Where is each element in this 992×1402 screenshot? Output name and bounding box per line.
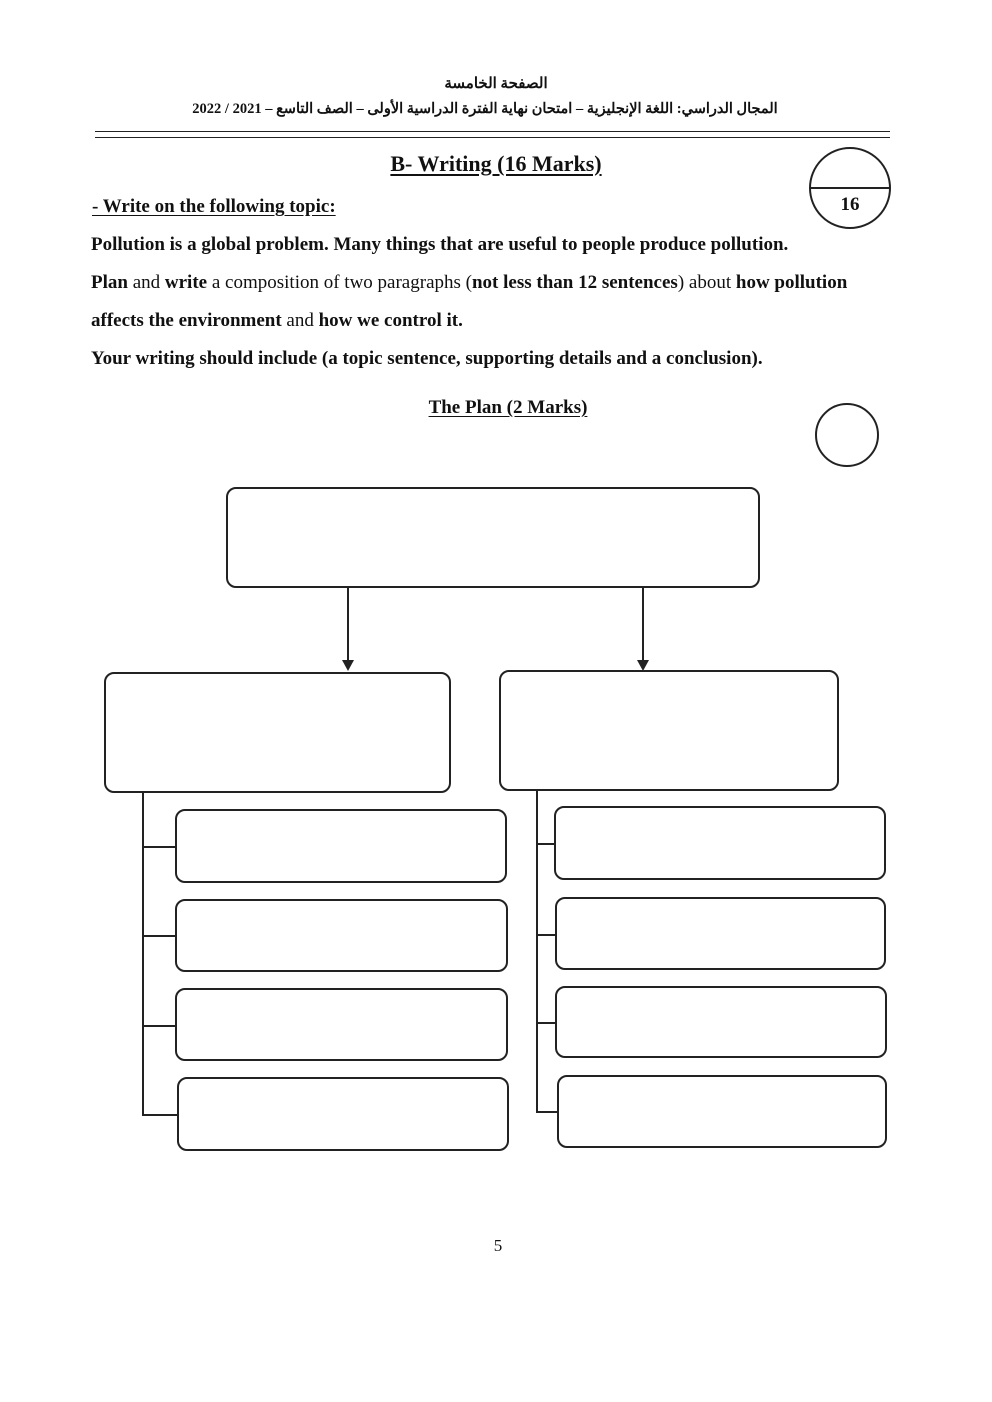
plan-paragraph-2-box[interactable] [499, 670, 839, 791]
right-tick [536, 843, 556, 845]
left-detail-box-1[interactable] [175, 809, 507, 883]
instruction: - Write on the following topic: [92, 196, 336, 217]
plan-paragraph-1-box[interactable] [104, 672, 451, 793]
right-detail-box-2[interactable] [555, 897, 886, 970]
prompt-paragraph-2: Plan and write a composition of two paragraphs (not less than 12 sentences) about how pollution affects the environment and how we control it. [91, 272, 848, 331]
left-branch-line [142, 793, 144, 1115]
prompt-paragraph-1: Pollution is a global problem. Many things that are useful to people produce pollution. [91, 234, 789, 255]
plan-title: The Plan (2 Marks) [428, 397, 588, 418]
left-detail-box-2[interactable] [175, 899, 508, 972]
section-title: B- Writing (16 Marks) [390, 151, 602, 176]
right-branch-line [536, 791, 538, 1112]
header-divider-top [95, 131, 890, 132]
plan-score-circle[interactable] [815, 403, 879, 467]
right-tick [536, 934, 556, 936]
right-tick [536, 1111, 558, 1113]
left-tick [142, 935, 176, 937]
left-tick [142, 846, 176, 848]
left-tick [142, 1114, 178, 1116]
score-circle-divider [811, 187, 889, 189]
score-circle[interactable] [809, 147, 891, 229]
plan-topic-box[interactable] [226, 487, 760, 588]
page-number: 5 [493, 1236, 503, 1255]
right-tick [536, 1022, 556, 1024]
left-detail-box-4[interactable] [177, 1077, 509, 1151]
right-detail-box-4[interactable] [557, 1075, 887, 1148]
right-detail-box-1[interactable] [554, 806, 886, 880]
total-marks: 16 [840, 194, 860, 215]
arrowhead-left-icon [342, 660, 354, 672]
connector-arrow-left [347, 588, 349, 665]
subject-line: المجال الدراسي: اللغة الإنجليزية – امتحان نهاية الفترة الدراسية الأولى – الصف التاسع – 2021 / 2022 [192, 101, 778, 117]
right-detail-box-3[interactable] [555, 986, 887, 1058]
connector-arrow-right [642, 588, 644, 665]
left-detail-box-3[interactable] [175, 988, 508, 1061]
header-divider-bottom [95, 137, 890, 138]
prompt-paragraph-3: Your writing should include (a topic sentence, supporting details and a conclusion). [91, 348, 763, 369]
page-label: الصفحة الخامسة [444, 76, 548, 92]
left-tick [142, 1025, 176, 1027]
